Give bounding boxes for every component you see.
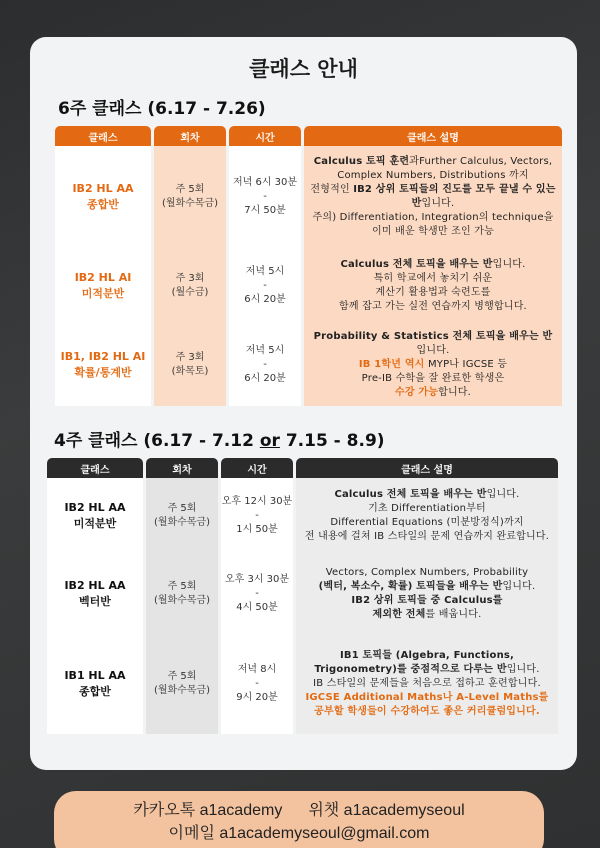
description-cell (304, 320, 562, 406)
col-header-time: 시간 (221, 458, 293, 478)
description-text: 제외한 전체 (372, 608, 426, 620)
class-name-cell (55, 146, 151, 248)
description-cell (296, 630, 558, 734)
cell-line: 저녁 5시 (245, 344, 285, 356)
time-cell (221, 630, 293, 734)
cell-line: - (255, 587, 259, 599)
cell-line: 벡터반 (79, 594, 111, 608)
description-text: 기초 Differentiation부터 (368, 503, 486, 514)
description-text: (벡터, 복소수, 확률) 토픽들을 배우는 반 (318, 580, 503, 592)
cell-line: (월화수목금) (153, 684, 211, 696)
description-text: 과 (409, 156, 420, 167)
description-text: Calculus 전체 토픽을 배우는 반 (340, 258, 493, 270)
col-header-sessions: 회차 (154, 126, 226, 146)
cell-line: IB1 HL AA (64, 668, 126, 682)
cell-line: 9시 20분 (236, 691, 278, 703)
description-text: IB 1학년 역시 (358, 358, 425, 370)
email-contact: 이메일 a1academyseoul@gmail.com (168, 825, 430, 842)
description-text: 입니다. (492, 258, 526, 270)
description-text: 수강 가능 (394, 386, 439, 398)
cell-line: 오후 12시 30분 (221, 496, 293, 507)
cell-line: (월화수목금) (161, 198, 219, 209)
description-text: Differential Equations (미분방정식)까지 (330, 517, 524, 528)
description-text: Probability & Statistics 전체 토픽을 배우는 반 (313, 330, 553, 342)
cell-line: IB2 HL AA (64, 501, 126, 514)
cell-line: 주 3회 (175, 351, 205, 363)
sessions-cell (154, 248, 226, 320)
description-text: IB1 토픽들 (Algebra, Functions, Trigonometry)를 중점적으로 다루는 반 (314, 649, 515, 675)
cell-line: 확률/통계반 (74, 365, 132, 379)
cell-line: 미적분반 (73, 517, 117, 530)
description-text: MYP나 IGCSE 등 (424, 358, 508, 370)
description-text: IGCSE Additional Maths나 A-Level Maths를 공부할 학생들이 수강하여도 좋은 커리큘럼입니다. (305, 691, 549, 717)
description-text: 를 배웁니다. (425, 608, 482, 620)
cell-line: 저녁 5시 (245, 265, 285, 277)
cell-line: 6시 20분 (244, 372, 286, 384)
col-header-sessions: 회차 (146, 458, 218, 478)
class-name-cell (47, 630, 143, 734)
table-row (55, 248, 562, 320)
cell-line: 저녁 6시 30분 (232, 177, 298, 188)
cell-line: IB1, IB2 HL AI (60, 349, 146, 363)
class-name-cell (47, 478, 143, 554)
cell-line: - (263, 358, 267, 370)
cell-line: 주 5회 (167, 670, 197, 682)
col-header-description: 클래스 설명 (304, 126, 562, 146)
description-text: 입니다. (506, 663, 540, 675)
class-info-card (30, 37, 577, 770)
description-cell (296, 554, 558, 630)
section-6week-heading: 6주 클래스 (6.17 - 7.26) (58, 99, 266, 119)
heading-part-b: 7.15 - 8.9) (279, 431, 385, 451)
time-cell (221, 478, 293, 554)
description-text: Calculus 전체 토픽을 배우는 반 (334, 489, 487, 500)
kakao-contact: 카카오톡 a1academy (133, 802, 283, 819)
description-text: 주의) Differentiation, Integration의 technique을 이미 배운 학생만 조인 가능 (312, 212, 554, 237)
cell-line: IB2 HL AA (72, 182, 134, 195)
description-text: 특히 학교에서 놓치기 쉬운 (373, 272, 493, 284)
description-cell (296, 478, 558, 554)
time-cell (229, 146, 301, 248)
description-text: Vectors, Complex Numbers, Probability (325, 566, 529, 578)
description-text: 입니다. (502, 580, 536, 592)
sessions-cell (146, 630, 218, 734)
cell-line: (화목토) (171, 365, 209, 377)
sessions-cell (146, 478, 218, 554)
description-text: 함께 잡고 가는 실전 연습까지 병행합니다. (339, 300, 527, 312)
cell-line: 주 3회 (175, 272, 205, 284)
class-name-cell (55, 248, 151, 320)
cell-line: IB2 HL AA (64, 578, 126, 592)
description-text: 전형적인 (310, 184, 354, 195)
description-text: IB 스타일의 문제들을 처음으로 접하고 훈련합니다. (313, 677, 541, 689)
table-row (47, 478, 558, 554)
cell-line: (월화수목금) (153, 517, 211, 528)
sessions-cell (154, 146, 226, 248)
col-header-class: 클래스 (55, 126, 151, 146)
wechat-contact: 위챗 a1academyseoul (308, 802, 465, 819)
cell-line: IB2 HL AI (74, 270, 132, 284)
description-text: 계산기 활용법과 숙련도를 (375, 286, 491, 298)
time-cell (229, 248, 301, 320)
description-text: 입니다. (486, 489, 520, 500)
contact-line-1 (54, 799, 544, 822)
table-row (55, 320, 562, 406)
description-text: 입니다. (416, 344, 450, 356)
cell-line: - (255, 510, 259, 521)
description-cell (304, 146, 562, 248)
cell-line: 미적분반 (81, 286, 125, 300)
cell-line: - (255, 677, 259, 689)
schedule-table-4week (44, 458, 561, 734)
heading-part-a: 4주 클래스 (6.17 - 7.12 (54, 431, 260, 451)
cell-line: 오후 3시 30분 (224, 573, 290, 585)
description-text: 입니다. (421, 198, 455, 209)
contact-footer (54, 791, 544, 848)
page-title: 클래스 안내 (249, 57, 358, 81)
cell-line: 1시 50분 (236, 524, 278, 535)
description-text: IB2 상위 토픽들의 진도를 모두 끝낼 수 있는 반 (353, 184, 556, 209)
cell-line: 주 5회 (167, 503, 197, 514)
description-text: IB2 상위 토픽들 중 Calculus를 (351, 594, 503, 606)
cell-line: 종합반 (79, 684, 111, 698)
cell-line: 4시 50분 (236, 601, 278, 613)
class-name-cell (55, 320, 151, 406)
cell-line: 6시 20분 (244, 293, 286, 305)
cell-line: - (263, 279, 267, 291)
cell-line: 종합반 (87, 198, 119, 211)
time-cell (229, 320, 301, 406)
description-cell (304, 248, 562, 320)
cell-line: 저녁 8시 (237, 663, 277, 675)
table-row (55, 146, 562, 248)
section-4week-heading (54, 426, 385, 451)
table-row (47, 630, 558, 734)
description-text: 전 내용에 걸쳐 IB 스타일의 문제 연습까지 완료합니다. (304, 531, 550, 542)
sessions-cell (154, 320, 226, 406)
col-header-class: 클래스 (47, 458, 143, 478)
cell-line: (월화수목금) (153, 594, 211, 606)
cell-line: - (263, 191, 267, 202)
description-text: Calculus 토픽 훈련 (313, 156, 410, 167)
col-header-time: 시간 (229, 126, 301, 146)
sessions-cell (146, 554, 218, 630)
description-text: Pre-IB 수학을 잘 완료한 학생은 (361, 372, 505, 384)
table-row (47, 554, 558, 630)
time-cell (221, 554, 293, 630)
cell-line: 주 5회 (175, 184, 205, 195)
class-name-cell (47, 554, 143, 630)
cell-line: (월수금) (171, 286, 209, 298)
col-header-description: 클래스 설명 (296, 458, 558, 478)
schedule-table-6week (52, 126, 565, 406)
description-text: 합니다. (438, 386, 472, 398)
cell-line: 주 5회 (167, 580, 197, 592)
heading-or: or (259, 431, 280, 451)
description-text: Further Calculus, Vectors, Complex Numbers, Distributions 까지 (337, 156, 553, 181)
cell-line: 7시 50분 (244, 205, 286, 216)
